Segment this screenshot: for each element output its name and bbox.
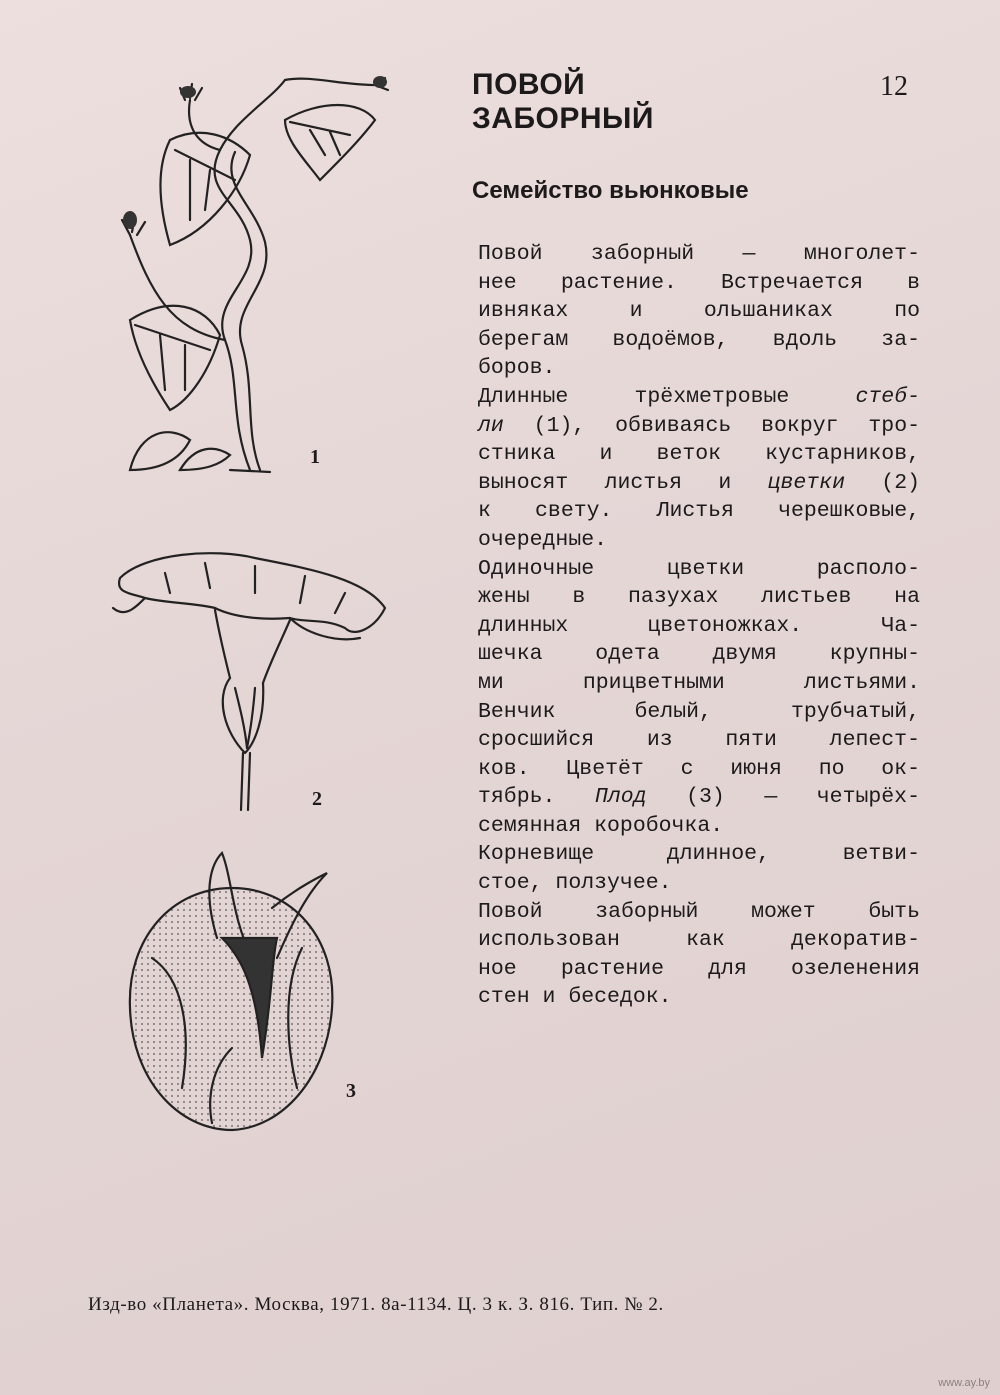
figure-label-2: 2 xyxy=(312,788,322,810)
bindweed-flower-icon xyxy=(105,548,395,816)
text-line: ми прицветными листьями. xyxy=(478,670,920,695)
plant-family: Семейство вьюнковые xyxy=(472,177,749,204)
text-line: к свету. Листья черешковые, xyxy=(478,499,920,524)
text-line: сросшийся из пяти лепест- xyxy=(478,728,920,753)
text-line: длинных цветоножках. Ча- xyxy=(478,613,920,638)
card-title xyxy=(472,68,772,136)
text-line: шечка одета двумя крупны- xyxy=(478,642,920,667)
text-line: ли (1), обвиваясь вокруг тро- xyxy=(478,413,920,438)
text-line: жены в пазухах листьев на xyxy=(478,585,920,610)
description xyxy=(478,240,920,1012)
bindweed-stem-icon xyxy=(110,60,410,480)
title-line: ПОВОЙ xyxy=(472,68,586,101)
text-line: тябрь. Плод (3) — четырёх- xyxy=(478,785,920,810)
text-line: стое, ползучее. xyxy=(478,871,672,896)
text-line: ивняках и ольшаниках по xyxy=(478,299,920,324)
text-line: боров. xyxy=(478,356,556,381)
card-number: 12 xyxy=(880,71,908,102)
text-line: Корневище длинное, ветви- xyxy=(478,842,920,867)
text-line: берегам водоёмов, вдоль за- xyxy=(478,327,920,352)
title-line: ЗАБОРНЫЙ xyxy=(472,102,654,135)
text-line: очередные. xyxy=(478,527,608,552)
text-line: выносят листья и цветки (2) xyxy=(478,470,920,495)
figure-label-3: 3 xyxy=(346,1080,356,1102)
text-line: Одиночные цветки располо- xyxy=(478,556,920,581)
text-line: Повой заборный может быть xyxy=(478,899,920,924)
text-line: Повой заборный — многолет- xyxy=(478,242,920,266)
text-line: стника и веток кустарников, xyxy=(478,442,920,467)
text-line: ков. Цветёт с июня по ок- xyxy=(478,756,920,781)
text-line: Длинные трёхметровые стеб- xyxy=(478,384,920,409)
text-line: ное растение для озеленения xyxy=(478,956,920,981)
text-line: Венчик белый, трубчатый, xyxy=(478,699,920,724)
text-line: семянная коробочка. xyxy=(478,813,724,838)
publisher-imprint: Изд-во «Планета». Москва, 1971. 8а-1134. Ц. 3 к. З. 816. Тип. № 2. xyxy=(88,1294,664,1315)
text-line: стен и беседок. xyxy=(478,985,672,1010)
seed-capsule-icon xyxy=(122,848,342,1138)
watermark: www.ay.by xyxy=(938,1377,990,1389)
figure-label-1: 1 xyxy=(310,446,320,468)
text-line: использован как декоратив- xyxy=(478,928,920,953)
text-line: нее растение. Встречается в xyxy=(478,270,920,295)
